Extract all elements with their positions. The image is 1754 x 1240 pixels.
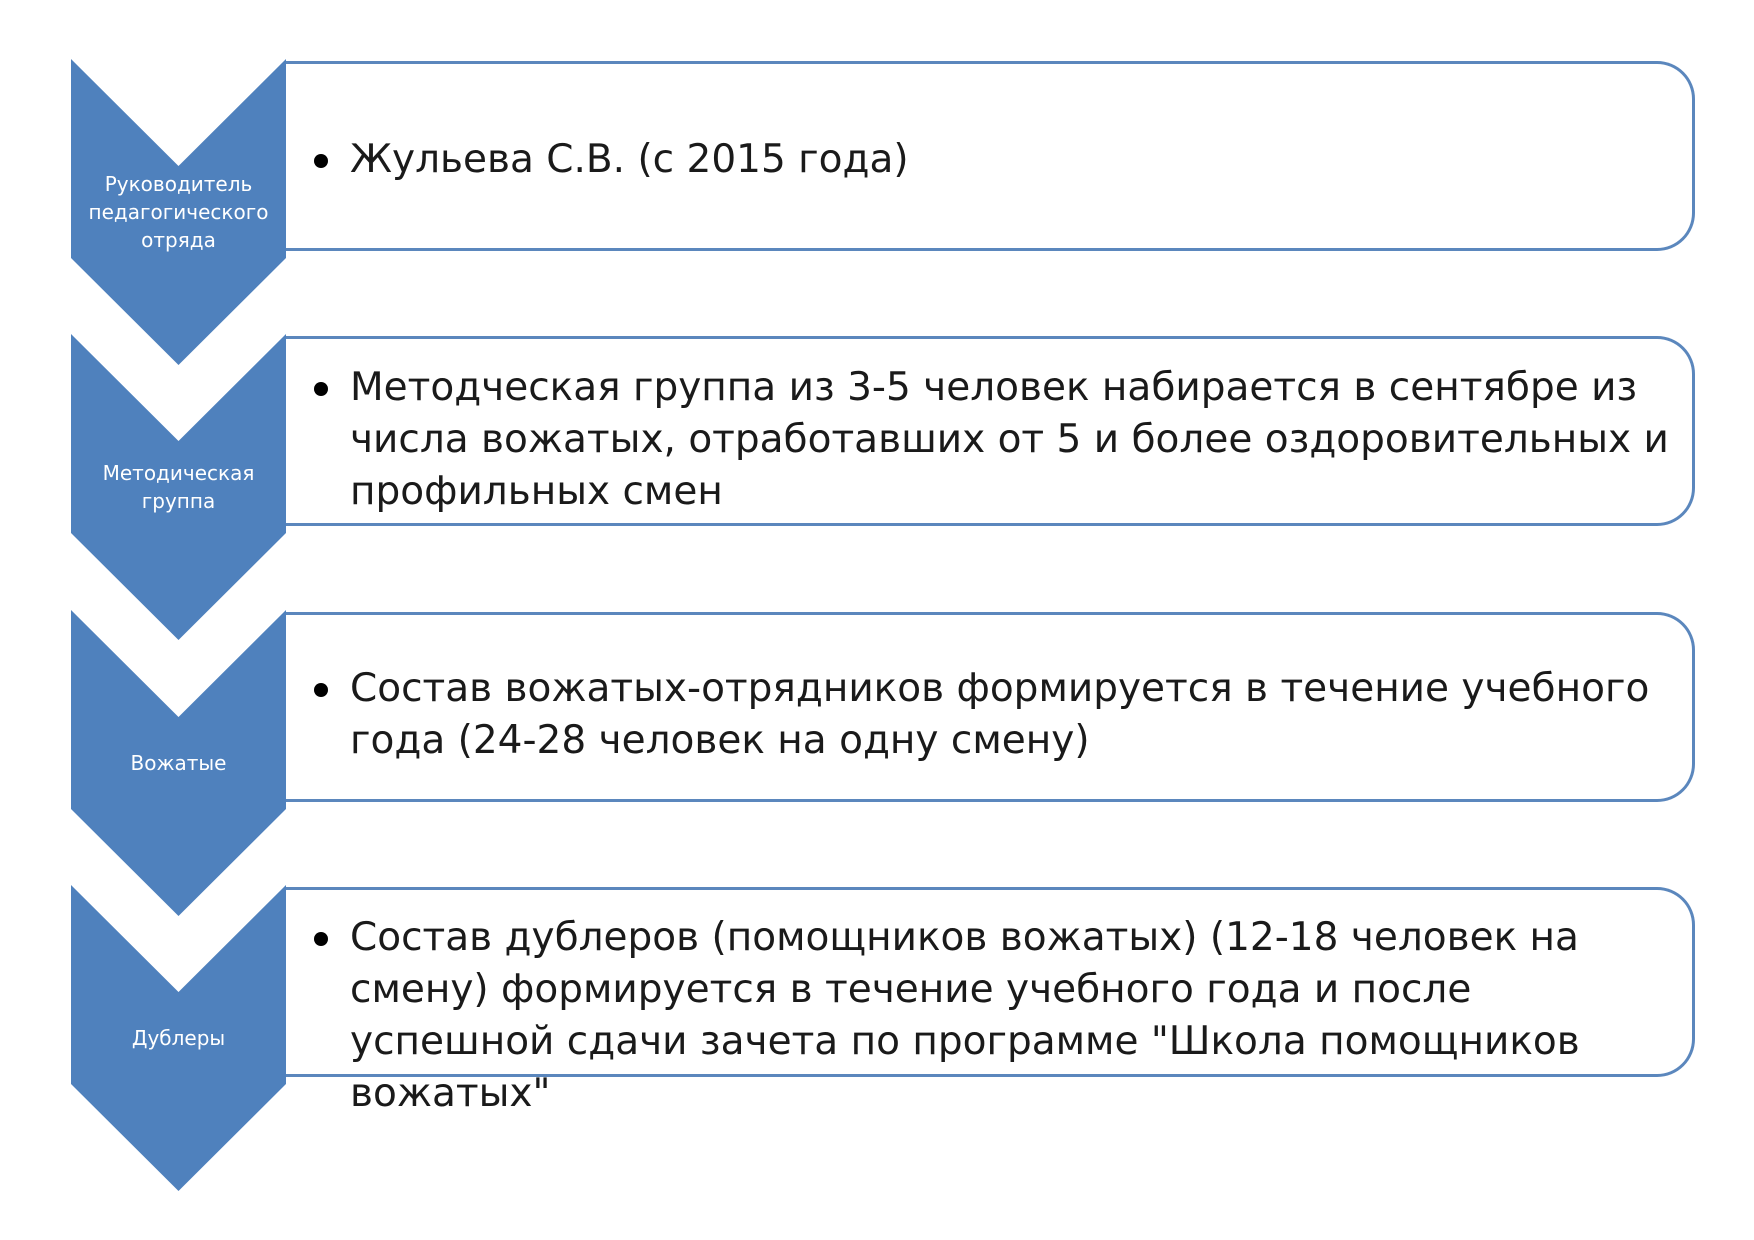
step-content-box	[286, 887, 1695, 1116]
step-content-box	[286, 612, 1695, 802]
bullet-icon	[314, 154, 328, 168]
step-label: Дублеры	[131, 1026, 226, 1050]
step-label: Руководитель педагогического отряда	[88, 172, 269, 252]
list-item	[314, 362, 1672, 518]
step-content-box	[286, 61, 1695, 251]
chevron-shape	[71, 885, 286, 1191]
step-label: Вожатые	[130, 751, 227, 775]
bullet-icon	[314, 683, 328, 697]
chevron-shape	[71, 59, 286, 365]
chevron-shape	[71, 334, 286, 640]
bullet-list	[314, 134, 1672, 186]
step-content-box	[286, 336, 1695, 526]
bullet-list	[314, 663, 1672, 767]
chevron-shape	[71, 610, 286, 916]
step-text: Жульева С.В. (с 2015 года)	[350, 137, 909, 182]
step-text: Методческая группа из 3-5 человек набирается в сентябре из числа вожатых, отработавших от 5 и более оздоровительных и профильных смен	[350, 365, 1669, 514]
step-text: Состав дублеров (помощников вожатых) (12-18 человек на смену) формируется в течение учебного года и после успешной сдачи зачета по программе "Школа помощников вожатых"	[350, 915, 1580, 1116]
list-item	[314, 663, 1672, 767]
bullet-icon	[314, 382, 328, 396]
bullet-icon	[314, 932, 328, 946]
step-text: Состав вожатых-отрядников формируется в течение учебного года (24-28 человек на одну смену)	[350, 666, 1650, 763]
bullet-list	[314, 362, 1672, 518]
bullet-list	[314, 912, 1672, 1120]
list-item	[314, 912, 1672, 1120]
list-item	[314, 134, 1672, 186]
step-label: Методическая группа	[102, 461, 255, 513]
